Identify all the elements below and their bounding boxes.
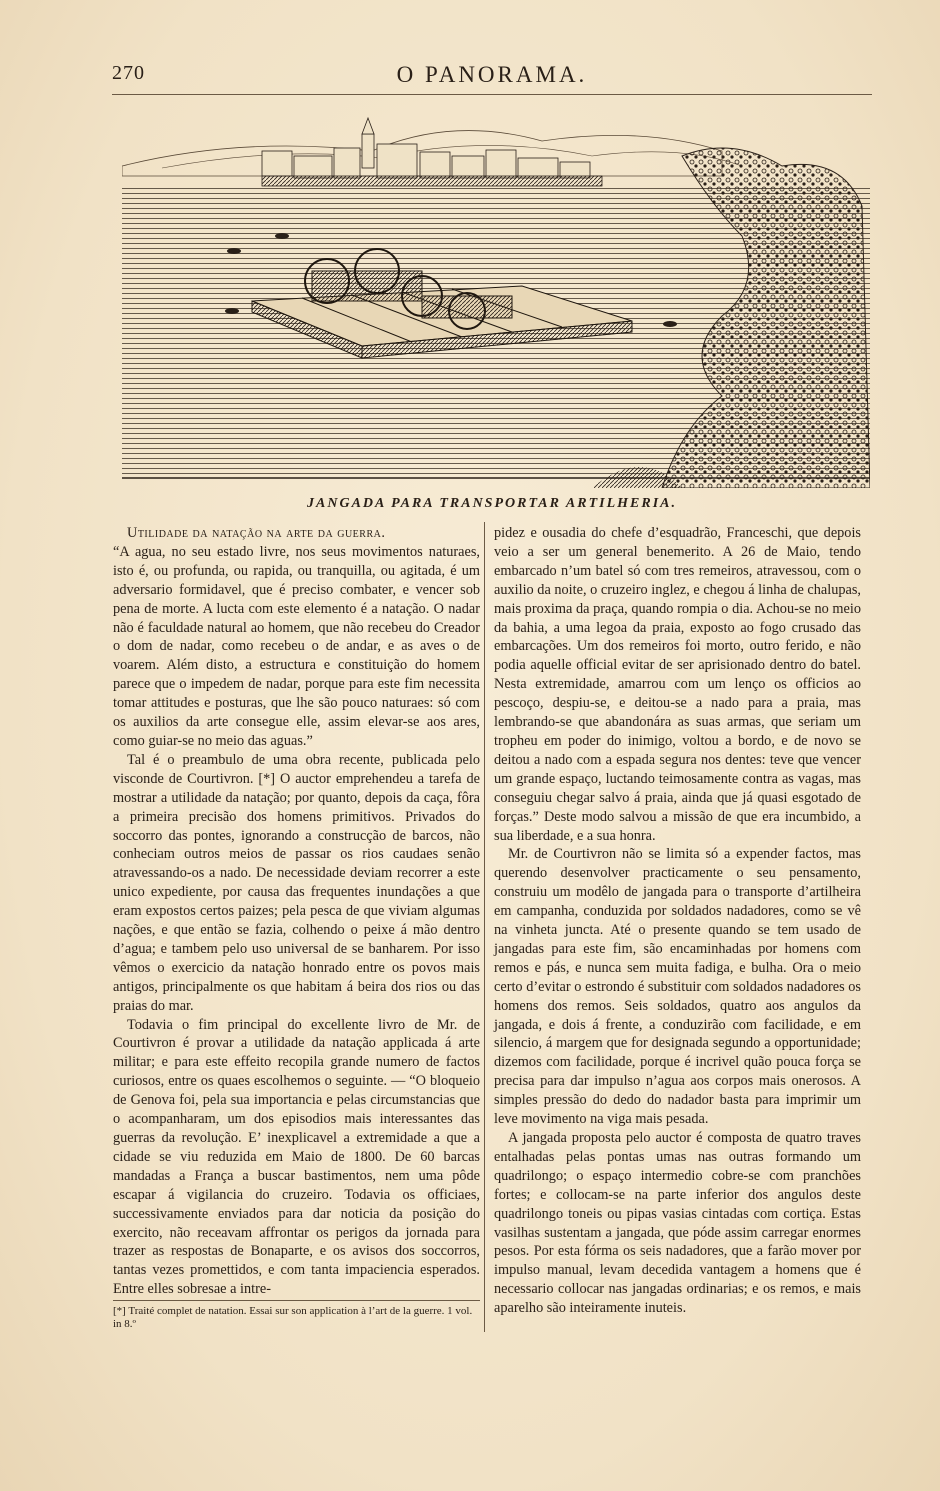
column-divider (484, 522, 485, 1332)
header-divider (112, 94, 872, 95)
left-column (113, 524, 480, 1299)
article-paragraph: Tal é o preambulo de uma obra recente, publicada pelo visconde de Courtivron. [*] O auctor emprehendeu a tarefa de mostrar a utilidade da natação; por quanto, depois da caça, fôra a primeira precisão dos homens primitivos. Privados do soccorro das pontes, ignorando a construcção de barcos, não conheciam outros meios de passar os rios caudaes senão atravessando-os a nado. De necessidade deviam recorrer a este unico expediente, por causa das frequentes inundações a que eram expostos certos paizes; pela pesca de que viviam algumas nações, e que então se fazia, colhendo o peixe á mão dentro d’agua; e tambem pelo uso universal de se banharem. Por isso vêmos o exercicio da natação honrado entre os povos mais antigos, principalmente os que habitam á beira dos rios ou das praias do mar. (113, 751, 480, 1014)
raft-engraving-illustration (122, 96, 870, 488)
journal-title: O PANORAMA. (396, 62, 588, 87)
town-on-shore (262, 118, 602, 186)
page-header (112, 62, 872, 88)
article-paragraph: Todavia o fim principal do excellente livro de Mr. de Courtivron é provar a utilidade da natação applicada á arte militar; e para este effeito recopila grande numero de factos curiosos, entre os quaes escolhemos o seguinte. — “O bloqueio de Genova foi, pela sua importancia e pelas circumstancias que o acompanharam, um dos episodios mais interessantes das guerras da revolução. E’ inexplicavel a extremidade a que a cidade se viu reduzida em Maio de 1800. De 60 barcas mandadas a França a buscar bastimentos, nem uma pôde escapar á vigilancia do cruzeiro. Todavia os officiaes, successivamente enviados para dar noticia da posição do exercito, não receavam affrontar os perigos da jornada para trazer as respostas de Bonaparte, e os avisos dos soccorros, tantas vezes promettidos, e com tanta impaciencia esperados. Entre elles sobresae a intre- (113, 1016, 480, 1298)
article-paragraph: A jangada proposta pelo auctor é composta de quatro traves entalhadas pelas pontas umas nas outras formando um quadrilongo; o espaço intermedio cobre-se com pranchões fortes; e collocam-se na parte inferior dos angulos deste quadrilongo toneis ou pipas vasias cintadas com cortiça. Estas vasilhas sustentam a jangada, que póde assim carregar enormes pesos. Por esta fórma os seis nadadores, que a farão mover por impulso manual, levam decedida vantagem a homens que é necessario collocar nas jangadas ordinarias; e os remos, e mais aparelho são inteiramente inuteis. (494, 1130, 861, 1317)
footnote-divider (113, 1300, 480, 1301)
article-paragraph: pidez e ousadia do chefe d’esquadrão, Franceschi, que depois veio a ser um general benemerito. A 26 de Maio, tendo embarcado n’um batel só com tres remeiros, atravessou, com o auxilio da noite, o cruzeiro inglez, e chegou á linha de chalupas, mais proxima da praça, quando rompia o dia. Achou-se no meio da bahia, a uma legoa da praia, exposto ao fogo crusado das embarcações. Um dos remeiros foi morto, outro ferido, e não podia aquelle official evitar de ser aprisionado dentro do batel. Nesta extremidade, amarrou com um lenço os officios ao pescoço, despiu-se, e deitou-se a nado para a praia, mas lembrando-se que abandonára as suas armas, que seriam um tropheu em poder do inimigo, voltou a bordo, e de novo se deitou a nado com a espada segura nos dentes: teve que vencer um grande espaço, luctando teimosamente contra as vagas, mas conseguiu chegar salvo á praia, ainda que já quasi esgotado de forças.” Deste modo salvou a missão de que era incumbido, a sua liberdade, e a sua honra. (494, 525, 861, 844)
figure-caption: JANGADA PARA TRANSPORTAR ARTILHERIA. (307, 496, 677, 511)
article-paragraph: “A agua, no seu estado livre, nos seus movimentos naturaes, isto é, ou profunda, ou rapida, ou tranquilla, ou agitada, é um adversario formidavel, que é preciso combater, e vencer sob pena de morte. A lucta com este elemento é a natação. O nadar não é faculdade natural ao homem, que não recebeu do Creador o dom de nadar, como recebeu o de andar, e as aves o de voarem. Além disto, a estructura e constituição do homem parece que o impedem de nadar, porque para este fim necessita tomar attitudes e posturas, que lhe são pouco naturaes: só com os auxilios da arte consegue elle, assim elevar-se aos ares, como guiar-se no meio das aguas.” (113, 543, 480, 749)
article-heading: Utilidade da natação na arte da guerra. (127, 525, 386, 541)
page-number: 270 (112, 62, 145, 84)
article-paragraph: Mr. de Courtivron não se limita só a expender factos, mas querendo desenvolver practicamente o seu pensamento, construiu um modêlo de jangada para o transporte d’artilheira em campanha, conduzida por soldados nadadores, como se vê na vinheta juncta. Até o presente quando se tem usado de jangadas para este fim, são encaminhadas por homens com remos e pás, e nunca sem muita fadiga, e bulha. Ora o meio certo d’evitar o estrondo é substituir com soldados nadadores os homens dos remos. Seis soldados, quatro aos angulos da jangada, e dois á frente, a conduzirão com facilidade, e em silencio, á margem que for designada segundo a opportunidade; dizemos com facilidade, porque é incrivel quão pouca força se precisa para dar impulso n’agua aos corpos mais onerosos. A simples pressão do dedo do nadador basta para imprimir um leve movimento na viga mais pesada. (494, 846, 861, 1128)
right-column (494, 524, 861, 1318)
footnote: [*] Traité complet de natation. Essai sur son application à l’art de la guerre. 1 vol. in 8.º (113, 1305, 473, 1330)
